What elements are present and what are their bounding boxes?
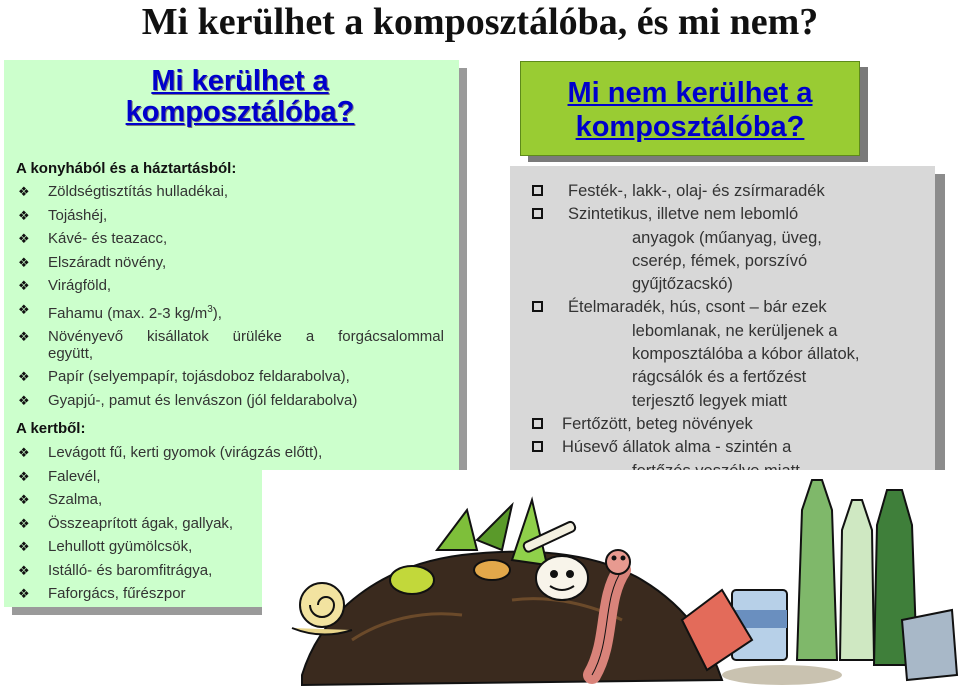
green-bottle — [797, 480, 837, 660]
section-kitchen-heading: A konyhából és a háztartásból: — [16, 160, 237, 177]
square-checkbox-icon — [532, 418, 543, 429]
list-item: ❖ Tojáshéj, — [18, 204, 458, 228]
character-eye — [566, 570, 574, 578]
list-item: Festék-, lakk-, olaj- és zsírmaradék — [532, 180, 922, 203]
diamond-star-icon: ❖ — [18, 392, 30, 408]
list-item: ❖ Kávé- és teazacc, — [18, 227, 458, 251]
left-heading-line1: Mi kerülhet a — [151, 65, 329, 97]
section-garden-heading: A kertből: — [16, 420, 86, 437]
square-checkbox-icon — [532, 208, 543, 219]
right-heading — [520, 76, 860, 144]
left-heading-line2: komposztálóba? — [125, 96, 355, 128]
diamond-star-icon: ❖ — [18, 586, 30, 601]
square-checkbox-icon — [532, 185, 543, 196]
square-checkbox-icon — [532, 301, 543, 312]
page-title: Mi kerülhet a komposztálóba, és mi nem? — [141, 1, 819, 43]
list-item: ❖ Faforgács, fűrészpor — [18, 582, 458, 606]
diamond-star-icon: ❖ — [18, 231, 30, 246]
metal-sheet — [902, 610, 957, 680]
list-item: Húsevő állatok alma - szintén a — [532, 436, 922, 483]
list-item: ❖ Lehullott gyümölcsök, — [18, 535, 458, 559]
diamond-star-icon: ❖ — [18, 329, 30, 344]
diamond-star-icon: ❖ — [18, 562, 30, 578]
character-eye — [550, 570, 558, 578]
peel-piece — [474, 560, 510, 580]
left-heading — [110, 66, 370, 128]
list-item: Szintetikus, illetve nem lebomló anyagok (műanyag, üveg, cserép, fémek, porszívó gyűjtőzacskó) — [532, 203, 922, 296]
list-item: ❖ Szalma, — [18, 488, 458, 512]
glass-bottle — [840, 500, 874, 660]
list-item: ❖ Virágföld, — [18, 274, 458, 298]
list-item: ❖ Zöldségtisztítás hulladékai, — [18, 180, 458, 204]
diamond-star-icon: ❖ — [18, 301, 30, 317]
list-item: ❖ Összeaprított ágak, gallyak, — [18, 512, 458, 536]
diamond-star-icon: ❖ — [18, 184, 30, 199]
diamond-star-icon: ❖ — [18, 468, 30, 484]
list-item: ❖ Gyapjú-, pamut és lenvászon (jól feldarabolva) — [18, 389, 458, 413]
diamond-star-icon: ❖ — [18, 254, 30, 270]
earthworm-eye — [612, 556, 617, 561]
diamond-star-icon: ❖ — [18, 515, 30, 531]
diamond-star-icon: ❖ — [18, 369, 30, 384]
list-item: ❖ Falevél, — [18, 465, 458, 489]
right-heading-line1: Mi nem kerülhet a — [567, 77, 813, 109]
right-heading-line2: komposztálóba? — [575, 111, 805, 143]
compost-illustration — [262, 470, 960, 690]
forbidden-list — [532, 180, 922, 483]
diamond-star-icon: ❖ — [18, 445, 30, 460]
list-item: ❖ Istálló- és baromfitrágya, — [18, 559, 458, 583]
list-item: Ételmaradék, hús, csont – bár ezek lebomlanak, ne kerüljenek a komposztálóba a kóbor állatok, rágcsálók és a fertőzést terjesztő legyek miatt — [532, 296, 922, 412]
earthworm-eye — [621, 556, 626, 561]
diamond-star-icon: ❖ — [18, 492, 30, 507]
list-item: ❖ Fahamu (max. 2-3 $kg/m^3$), — [18, 298, 458, 326]
diamond-star-icon: ❖ — [18, 278, 30, 293]
snail-shell — [300, 583, 344, 627]
vegetable-piece — [390, 566, 434, 594]
square-checkbox-icon — [532, 441, 543, 452]
list-item: ❖ Növényevő kisállatok ürüléke a forgácsalommal együtt, — [18, 328, 444, 362]
kitchen-list — [18, 180, 458, 412]
earthworm-head — [606, 550, 630, 574]
diamond-star-icon: ❖ — [18, 539, 30, 554]
list-item: ❖ Levágott fű, kerti gyomok (virágzás előtt), — [18, 441, 458, 465]
list-item: ❖ Papír (selyempapír, tojásdoboz feldarabolva), — [18, 365, 458, 389]
ground-shadow — [722, 665, 842, 685]
diamond-star-icon: ❖ — [18, 207, 30, 223]
character-head — [536, 556, 588, 600]
list-item: ❖ Elszáradt növény, — [18, 251, 458, 275]
list-item: Fertőzött, beteg növények — [532, 413, 922, 436]
